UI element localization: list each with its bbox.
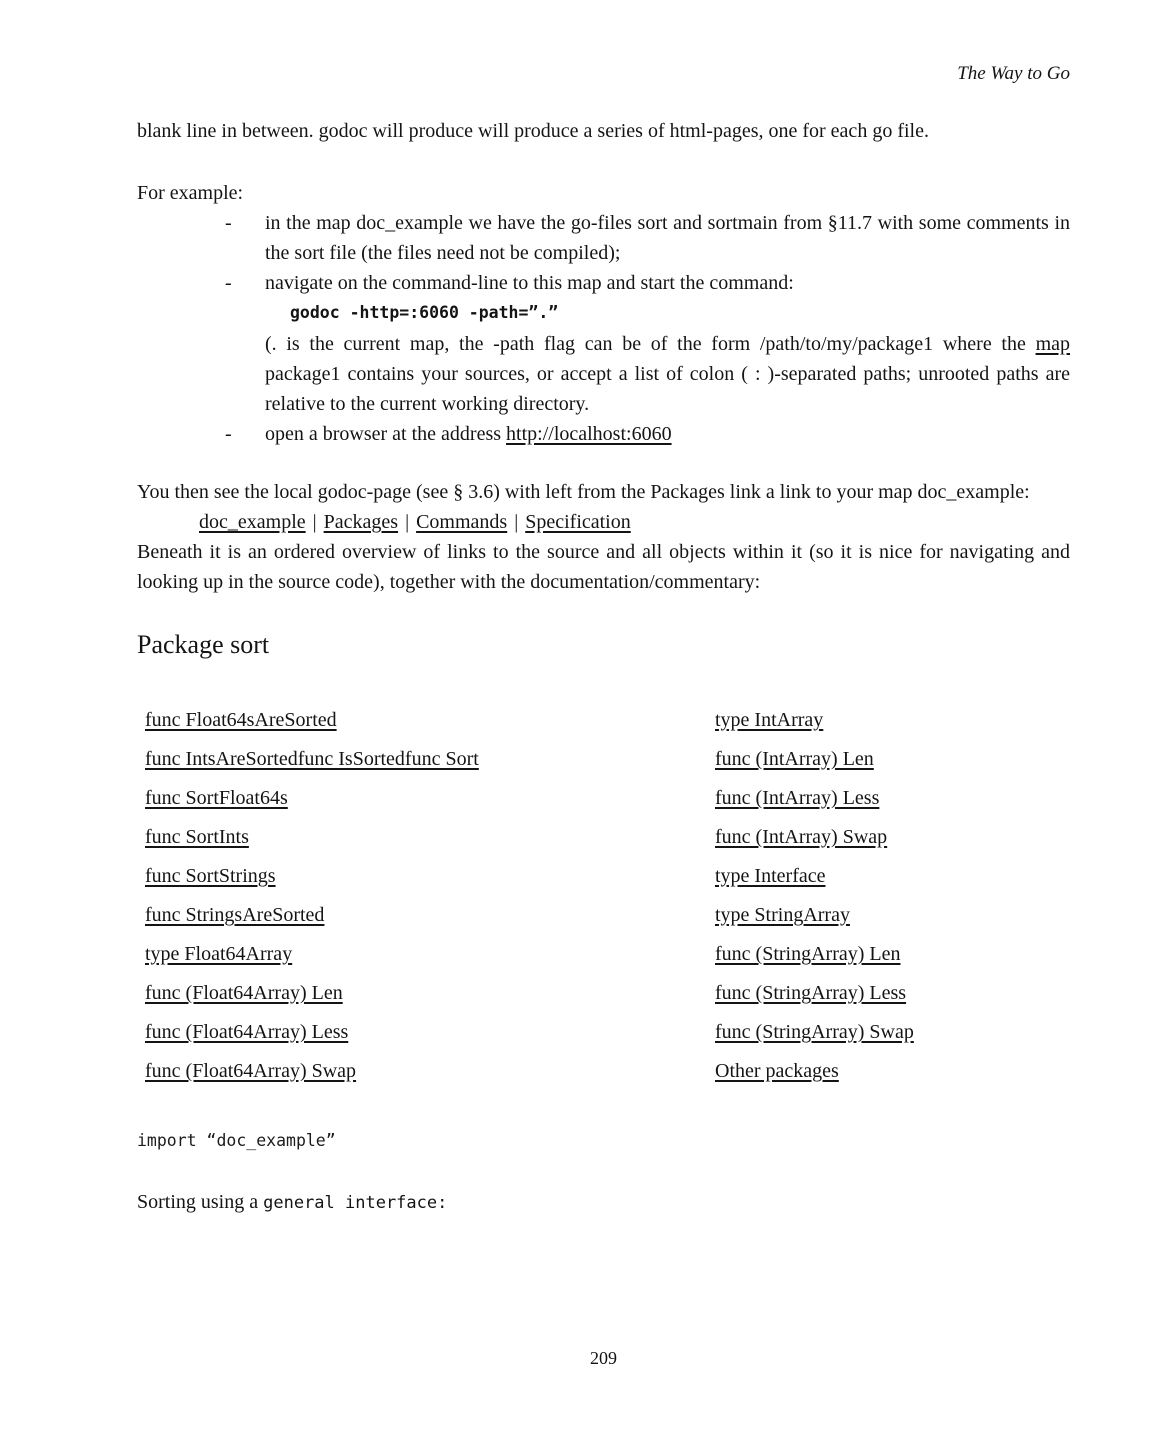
package-links-right-column [715, 701, 1070, 1091]
nav-link-commands[interactable]: Commands [416, 511, 508, 533]
page-number: 209 [590, 1348, 617, 1368]
nav-link-specification[interactable]: Specification [525, 511, 631, 533]
running-header [137, 62, 1070, 86]
pkg-link-sort-ints[interactable]: func SortInts [145, 826, 249, 848]
sorting-text: Sorting using a [137, 1191, 264, 1213]
pkg-link-sort-strings[interactable]: func SortStrings [145, 865, 276, 887]
package-heading: Package sort [137, 630, 270, 659]
nav-link-packages[interactable]: Packages [323, 511, 399, 533]
book-title: The Way to Go [957, 63, 1070, 84]
bullet-dash: - [225, 212, 232, 234]
paragraph-godoc-page: You then see the local godoc-page (see § 3.6) with left from the Packages link a link to your map doc_example: [137, 481, 1030, 503]
pkg-link-intarray-swap[interactable]: func (IntArray) Swap [715, 826, 888, 848]
pkg-link-stringarray-swap[interactable]: func (StringArray) Swap [715, 1021, 914, 1043]
path-flag-note [265, 329, 1070, 419]
paragraph-for-example: For example: [137, 182, 244, 204]
pkg-link-stringarray-len[interactable]: func (StringArray) Len [715, 943, 901, 965]
navigate-intro: navigate on the command-line to this map and start the command: [265, 272, 794, 294]
paragraph-intro: blank line in between. godoc will produce will produce a series of html-pages, one for each go file. [137, 120, 929, 142]
localhost-link[interactable]: http://localhost:6060 [506, 423, 672, 445]
pkg-link-intarray-len[interactable]: func (IntArray) Len [715, 748, 874, 770]
nav-separator: | [514, 511, 519, 533]
bullet-text: in the map doc_example we have the go-files sort and sortmain from §11.7 with some comments in the sort file (the files need not be compiled); [265, 212, 1070, 264]
pkg-link-type-stringarray[interactable]: type StringArray [715, 904, 850, 926]
bullet-item-navigate [225, 268, 1070, 419]
nav-link-doc-example[interactable]: doc_example [199, 511, 306, 533]
pkg-link-other-packages[interactable]: Other packages [715, 1060, 839, 1082]
godoc-command-line [290, 298, 1070, 329]
note-text-post: package1 contains your sources, or accept a list of colon ( : )-separated paths; unrooted paths are relative to the current working directory. [265, 363, 1070, 415]
godoc-command: godoc -http=:6060 -path=”.” [290, 303, 559, 322]
package-links [137, 701, 1070, 1091]
bullet-item-browser [225, 419, 1070, 449]
package-links-left-column [145, 701, 715, 1091]
bullet-item-doc-example [225, 208, 1070, 268]
nav-separator: | [312, 511, 317, 533]
pkg-link-ints-are-sorted[interactable]: func IntsAreSortedfunc IsSortedfunc Sort [145, 748, 479, 770]
map-link[interactable]: map [1035, 333, 1070, 355]
pkg-link-type-intarray[interactable]: type IntArray [715, 709, 824, 731]
bullet-dash: - [225, 423, 232, 445]
pkg-link-sort-float64s[interactable]: func SortFloat64s [145, 787, 288, 809]
sorting-line [137, 1187, 1070, 1218]
godoc-nav [199, 507, 1070, 537]
nav-separator: | [405, 511, 410, 533]
pkg-link-float64array-swap[interactable]: func (Float64Array) Swap [145, 1060, 357, 1082]
pkg-link-type-interface[interactable]: type Interface [715, 865, 826, 887]
browser-text: open a browser at the address [265, 423, 507, 445]
bullet-dash: - [225, 272, 232, 294]
pkg-link-intarray-less[interactable]: func (IntArray) Less [715, 787, 880, 809]
paragraph-overview: Beneath it is an ordered overview of links to the source and all objects within it (so it is nice for navigating and looking up in the source code), together with the documentation/commentary: [137, 541, 1070, 593]
bullet-text [265, 419, 1070, 449]
pkg-link-strings-are-sorted[interactable]: func StringsAreSorted [145, 904, 325, 926]
note-text-pre: (. is the current map, the -path flag can be of the form /path/to/my/package1 where the [265, 333, 1036, 355]
general-interface-code: general interface: [263, 1193, 448, 1213]
pkg-link-float64s-are-sorted[interactable]: func Float64sAreSorted [145, 709, 337, 731]
bullet-text [265, 268, 1070, 419]
import-statement: import “doc_example” [137, 1131, 336, 1150]
pkg-link-stringarray-less[interactable]: func (StringArray) Less [715, 982, 907, 1004]
pkg-link-float64array-len[interactable]: func (Float64Array) Len [145, 982, 343, 1004]
pkg-link-float64array-less[interactable]: func (Float64Array) Less [145, 1021, 349, 1043]
pkg-link-type-float64array[interactable]: type Float64Array [145, 943, 293, 965]
